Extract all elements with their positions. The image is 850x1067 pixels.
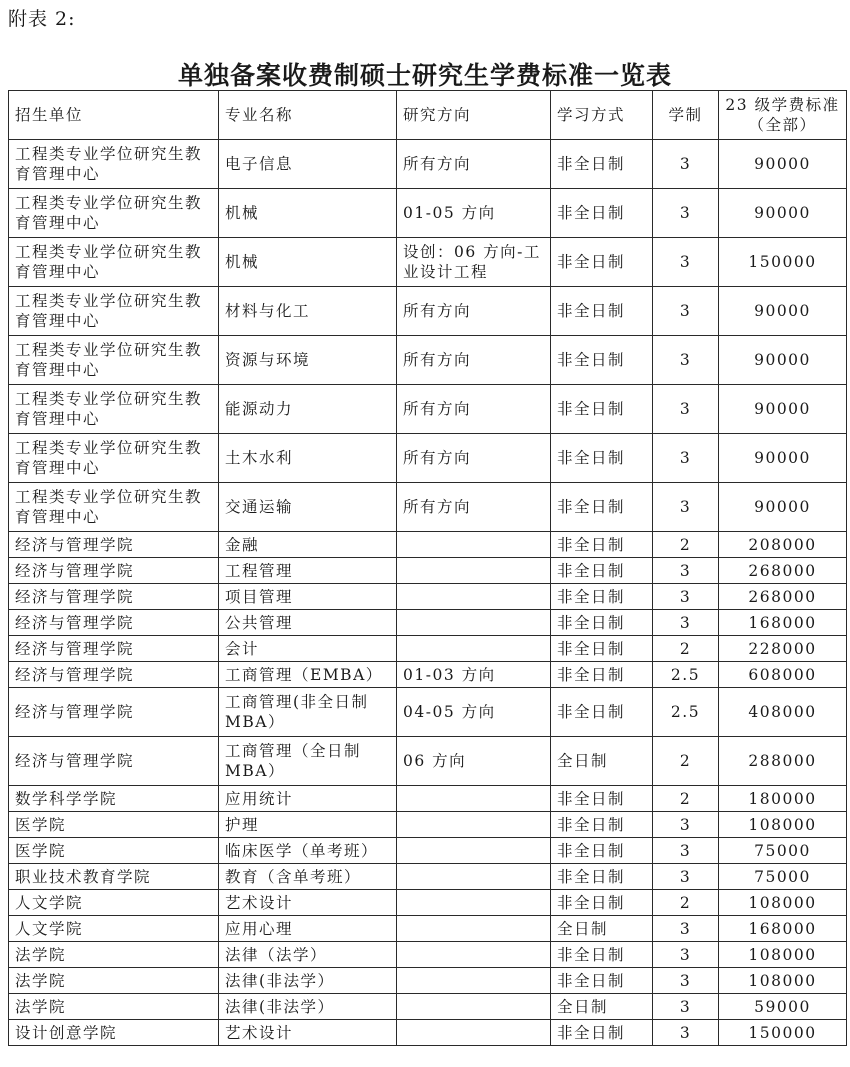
cell-direction	[397, 942, 551, 968]
cell-fee: 408000	[719, 688, 847, 737]
cell-years: 3	[653, 385, 719, 434]
cell-direction: 01-05 方向	[397, 189, 551, 238]
cell-unit: 工程类专业学位研究生教育管理中心	[9, 483, 219, 532]
cell-direction	[397, 812, 551, 838]
cell-unit: 工程类专业学位研究生教育管理中心	[9, 287, 219, 336]
cell-mode: 非全日制	[551, 238, 653, 287]
cell-years: 3	[653, 434, 719, 483]
cell-fee: 180000	[719, 786, 847, 812]
header-years: 学制	[653, 91, 719, 140]
cell-fee: 108000	[719, 942, 847, 968]
document-title: 单独备案收费制硕士研究生学费标准一览表	[177, 61, 672, 90]
cell-unit: 工程类专业学位研究生教育管理中心	[9, 140, 219, 189]
cell-fee: 288000	[719, 737, 847, 786]
cell-major: 临床医学（单考班）	[219, 838, 397, 864]
cell-direction	[397, 916, 551, 942]
cell-fee: 150000	[719, 1020, 847, 1046]
cell-fee: 108000	[719, 890, 847, 916]
annex-label: 附表 2:	[8, 8, 76, 30]
cell-fee: 228000	[719, 636, 847, 662]
cell-direction	[397, 584, 551, 610]
table-row	[9, 737, 847, 786]
cell-years: 3	[653, 238, 719, 287]
cell-fee: 75000	[719, 864, 847, 890]
cell-fee: 59000	[719, 994, 847, 1020]
table-row	[9, 942, 847, 968]
table-row	[9, 140, 847, 189]
table-row	[9, 385, 847, 434]
table-row	[9, 864, 847, 890]
table-row	[9, 968, 847, 994]
cell-major: 艺术设计	[219, 1020, 397, 1046]
cell-years: 3	[653, 584, 719, 610]
table-row	[9, 336, 847, 385]
cell-major: 教育（含单考班）	[219, 864, 397, 890]
table-row	[9, 994, 847, 1020]
cell-years: 2	[653, 532, 719, 558]
table-row	[9, 189, 847, 238]
cell-major: 应用心理	[219, 916, 397, 942]
cell-years: 3	[653, 968, 719, 994]
cell-unit: 工程类专业学位研究生教育管理中心	[9, 189, 219, 238]
table-row	[9, 532, 847, 558]
cell-direction	[397, 968, 551, 994]
cell-fee: 168000	[719, 916, 847, 942]
cell-fee: 90000	[719, 140, 847, 189]
cell-mode: 非全日制	[551, 584, 653, 610]
cell-direction	[397, 532, 551, 558]
cell-unit: 医学院	[9, 838, 219, 864]
cell-years: 2.5	[653, 662, 719, 688]
cell-direction	[397, 890, 551, 916]
cell-unit: 工程类专业学位研究生教育管理中心	[9, 434, 219, 483]
cell-fee: 608000	[719, 662, 847, 688]
cell-fee: 108000	[719, 812, 847, 838]
cell-fee: 268000	[719, 584, 847, 610]
table-row	[9, 483, 847, 532]
header-direction: 研究方向	[397, 91, 551, 140]
cell-major: 公共管理	[219, 610, 397, 636]
cell-fee: 90000	[719, 385, 847, 434]
cell-unit: 法学院	[9, 968, 219, 994]
cell-mode: 非全日制	[551, 812, 653, 838]
table-row	[9, 636, 847, 662]
cell-major: 项目管理	[219, 584, 397, 610]
cell-unit: 经济与管理学院	[9, 558, 219, 584]
cell-major: 材料与化工	[219, 287, 397, 336]
cell-major: 机械	[219, 238, 397, 287]
cell-direction	[397, 838, 551, 864]
cell-years: 3	[653, 864, 719, 890]
cell-unit: 经济与管理学院	[9, 610, 219, 636]
cell-major: 法律(非法学）	[219, 994, 397, 1020]
table-row	[9, 838, 847, 864]
cell-years: 3	[653, 336, 719, 385]
table-header-row	[9, 91, 847, 140]
cell-mode: 非全日制	[551, 688, 653, 737]
table-row	[9, 662, 847, 688]
table-row	[9, 812, 847, 838]
cell-mode: 非全日制	[551, 636, 653, 662]
cell-direction	[397, 1020, 551, 1046]
cell-major: 交通运输	[219, 483, 397, 532]
cell-unit: 数学科学学院	[9, 786, 219, 812]
cell-direction: 所有方向	[397, 336, 551, 385]
cell-unit: 经济与管理学院	[9, 584, 219, 610]
cell-major: 工商管理（全日制 MBA）	[219, 737, 397, 786]
cell-major: 机械	[219, 189, 397, 238]
cell-mode: 全日制	[551, 737, 653, 786]
cell-direction	[397, 994, 551, 1020]
cell-unit: 经济与管理学院	[9, 688, 219, 737]
cell-unit: 工程类专业学位研究生教育管理中心	[9, 336, 219, 385]
cell-unit: 法学院	[9, 942, 219, 968]
header-major: 专业名称	[219, 91, 397, 140]
cell-fee: 150000	[719, 238, 847, 287]
cell-years: 3	[653, 287, 719, 336]
cell-unit: 工程类专业学位研究生教育管理中心	[9, 238, 219, 287]
cell-years: 3	[653, 483, 719, 532]
cell-direction	[397, 636, 551, 662]
cell-years: 3	[653, 838, 719, 864]
cell-major: 工商管理(非全日制 MBA）	[219, 688, 397, 737]
cell-unit: 医学院	[9, 812, 219, 838]
cell-years: 3	[653, 189, 719, 238]
cell-mode: 非全日制	[551, 385, 653, 434]
cell-years: 3	[653, 610, 719, 636]
cell-fee: 168000	[719, 610, 847, 636]
table-row	[9, 584, 847, 610]
cell-major: 土木水利	[219, 434, 397, 483]
cell-mode: 非全日制	[551, 336, 653, 385]
cell-mode: 非全日制	[551, 968, 653, 994]
table-row	[9, 916, 847, 942]
cell-unit: 工程类专业学位研究生教育管理中心	[9, 385, 219, 434]
cell-years: 2.5	[653, 688, 719, 737]
cell-mode: 非全日制	[551, 662, 653, 688]
cell-major: 能源动力	[219, 385, 397, 434]
cell-major: 艺术设计	[219, 890, 397, 916]
table-row	[9, 434, 847, 483]
cell-major: 护理	[219, 812, 397, 838]
cell-mode: 非全日制	[551, 189, 653, 238]
cell-mode: 非全日制	[551, 1020, 653, 1046]
cell-direction	[397, 610, 551, 636]
cell-mode: 非全日制	[551, 838, 653, 864]
header-fee: 23 级学费标准（全部）	[719, 91, 847, 140]
cell-mode: 全日制	[551, 916, 653, 942]
cell-mode: 非全日制	[551, 434, 653, 483]
table-row	[9, 688, 847, 737]
cell-direction: 01-03 方向	[397, 662, 551, 688]
cell-years: 3	[653, 812, 719, 838]
cell-fee: 90000	[719, 336, 847, 385]
cell-years: 3	[653, 558, 719, 584]
cell-direction: 设创：06 方向-工业设计工程	[397, 238, 551, 287]
cell-fee: 75000	[719, 838, 847, 864]
cell-mode: 非全日制	[551, 864, 653, 890]
cell-mode: 非全日制	[551, 890, 653, 916]
cell-years: 2	[653, 786, 719, 812]
cell-mode: 全日制	[551, 994, 653, 1020]
cell-fee: 108000	[719, 968, 847, 994]
table-row	[9, 610, 847, 636]
cell-direction	[397, 558, 551, 584]
cell-direction: 所有方向	[397, 385, 551, 434]
cell-mode: 非全日制	[551, 140, 653, 189]
cell-fee: 90000	[719, 287, 847, 336]
cell-mode: 非全日制	[551, 532, 653, 558]
cell-fee: 90000	[719, 483, 847, 532]
cell-major: 法律(非法学）	[219, 968, 397, 994]
cell-mode: 非全日制	[551, 610, 653, 636]
cell-mode: 非全日制	[551, 942, 653, 968]
cell-years: 3	[653, 1020, 719, 1046]
cell-years: 2	[653, 737, 719, 786]
cell-years: 3	[653, 916, 719, 942]
cell-years: 3	[653, 942, 719, 968]
table-row	[9, 786, 847, 812]
cell-unit: 职业技术教育学院	[9, 864, 219, 890]
header-unit: 招生单位	[9, 91, 219, 140]
cell-unit: 法学院	[9, 994, 219, 1020]
cell-years: 2	[653, 636, 719, 662]
cell-direction: 所有方向	[397, 287, 551, 336]
cell-unit: 人文学院	[9, 890, 219, 916]
cell-unit: 经济与管理学院	[9, 737, 219, 786]
cell-major: 工程管理	[219, 558, 397, 584]
cell-major: 金融	[219, 532, 397, 558]
cell-unit: 人文学院	[9, 916, 219, 942]
cell-direction: 所有方向	[397, 434, 551, 483]
cell-major: 会计	[219, 636, 397, 662]
cell-direction: 所有方向	[397, 483, 551, 532]
cell-fee: 268000	[719, 558, 847, 584]
cell-mode: 非全日制	[551, 558, 653, 584]
cell-major: 资源与环境	[219, 336, 397, 385]
cell-fee: 208000	[719, 532, 847, 558]
cell-major: 应用统计	[219, 786, 397, 812]
cell-direction	[397, 786, 551, 812]
cell-years: 2	[653, 890, 719, 916]
table-row	[9, 890, 847, 916]
fee-table	[8, 90, 847, 1046]
cell-years: 3	[653, 140, 719, 189]
cell-unit: 经济与管理学院	[9, 532, 219, 558]
table-row	[9, 238, 847, 287]
cell-fee: 90000	[719, 189, 847, 238]
cell-major: 电子信息	[219, 140, 397, 189]
header-mode: 学习方式	[551, 91, 653, 140]
cell-major: 工商管理（EMBA）	[219, 662, 397, 688]
cell-direction: 04-05 方向	[397, 688, 551, 737]
cell-fee: 90000	[719, 434, 847, 483]
cell-direction: 所有方向	[397, 140, 551, 189]
table-row	[9, 1020, 847, 1046]
cell-unit: 经济与管理学院	[9, 662, 219, 688]
table-row	[9, 558, 847, 584]
cell-direction	[397, 864, 551, 890]
cell-unit: 经济与管理学院	[9, 636, 219, 662]
cell-direction: 06 方向	[397, 737, 551, 786]
cell-unit: 设计创意学院	[9, 1020, 219, 1046]
cell-mode: 非全日制	[551, 287, 653, 336]
cell-major: 法律（法学）	[219, 942, 397, 968]
cell-mode: 非全日制	[551, 786, 653, 812]
cell-years: 3	[653, 994, 719, 1020]
cell-mode: 非全日制	[551, 483, 653, 532]
table-row	[9, 287, 847, 336]
